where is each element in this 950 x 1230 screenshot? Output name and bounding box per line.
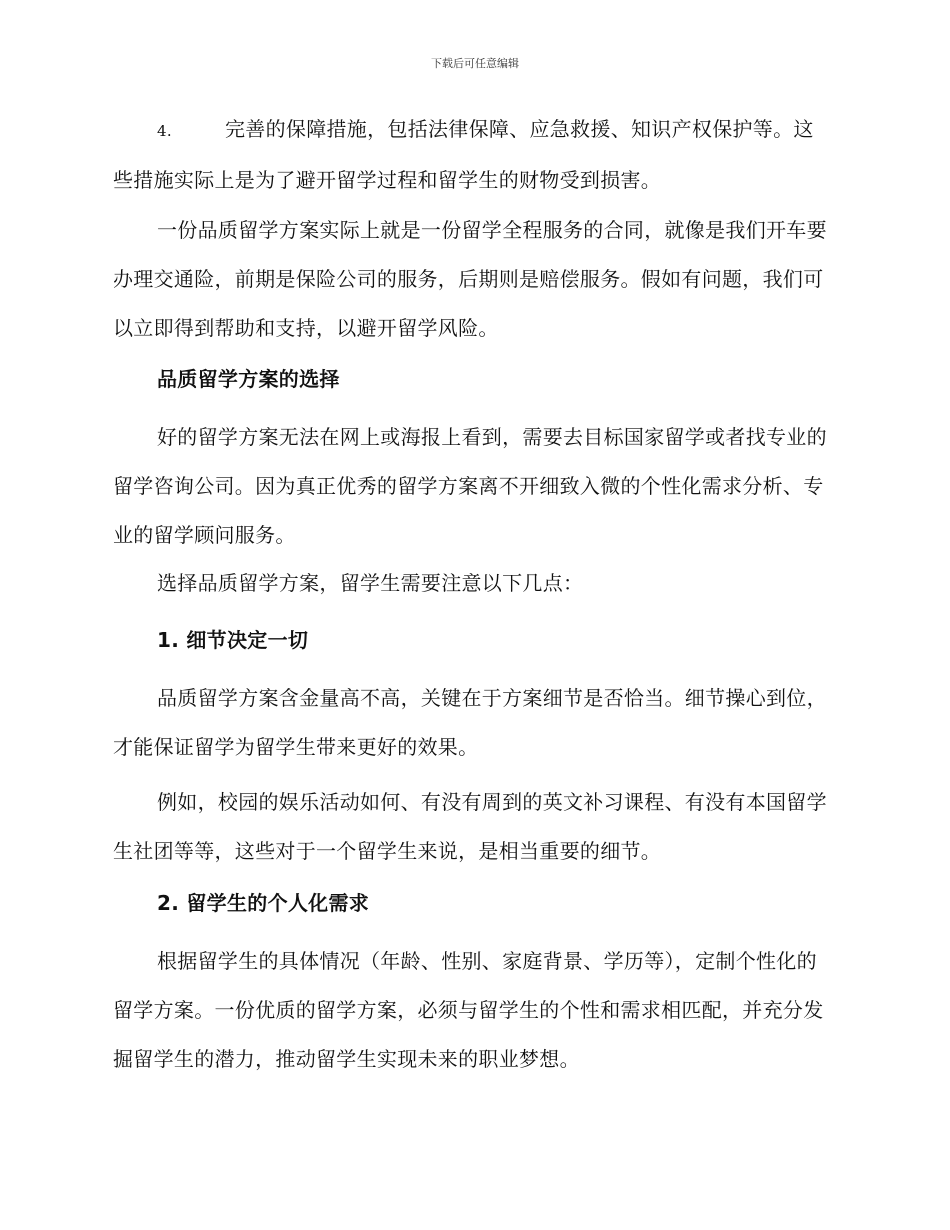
subsection-heading xyxy=(113,879,833,928)
paragraph-text: 根据留学生的具体情况（年龄、性别、家庭背景、学历等），定制个性化的留学方案。一份优质的留学方案，必须与留学生的个性和需求相匹配，并充分发掘留学生的潜力，推动留学生实现未来的职业梦想。 xyxy=(113,949,824,1071)
section-heading xyxy=(113,355,833,404)
paragraph xyxy=(113,206,833,353)
paragraph-text: 品质留学方案含金量高不高，关键在于方案细节是否恰当。细节操心到位，才能保证留学为留学生带来更好的效果。 xyxy=(113,686,827,759)
paragraph-text: 一份品质留学方案实际上就是一份留学全程服务的合同，就像是我们开车要办理交通险，前期是保险公司的服务，后期则是赔偿服务。假如有问题，我们可以立即得到帮助和支持，以避开留学风险。 xyxy=(113,218,827,340)
paragraph xyxy=(113,674,833,772)
paragraph xyxy=(113,778,833,876)
heading-text: 2. 留学生的个人化需求 xyxy=(157,891,370,915)
paragraph-text: 好的留学方案无法在网上或海报上看到，需要去目标国家留学或者找专业的留学咨询公司。因为真正优秀的留学方案离不开细致入微的个性化需求分析、专业的留学顾问服务。 xyxy=(113,425,827,547)
paragraph-text: 选择品质留学方案，留学生需要注意以下几点： xyxy=(157,571,584,595)
paragraph-item-4 xyxy=(113,105,833,205)
paragraph xyxy=(113,559,833,608)
paragraph xyxy=(113,937,833,1084)
paragraph-text: 例如，校园的娱乐活动如何、有没有周到的英文补习课程、有没有本国留学生社团等等，这些对于一个留学生来说，是相当重要的细节。 xyxy=(113,790,827,863)
paragraph xyxy=(113,413,833,560)
heading-text: 品质留学方案的选择 xyxy=(157,367,340,391)
page-header: 下载后可任意编辑 xyxy=(431,57,519,70)
heading-text: 1. 细节决定一切 xyxy=(157,628,309,652)
paragraph-text: 完善的保障措施，包括法律保障、应急救援、知识产权保护等。这些措施实际上是为了避开留学过程和留学生的财物受到损害。 xyxy=(113,117,814,192)
subsection-heading xyxy=(113,616,833,665)
list-number: 4. xyxy=(157,122,172,140)
